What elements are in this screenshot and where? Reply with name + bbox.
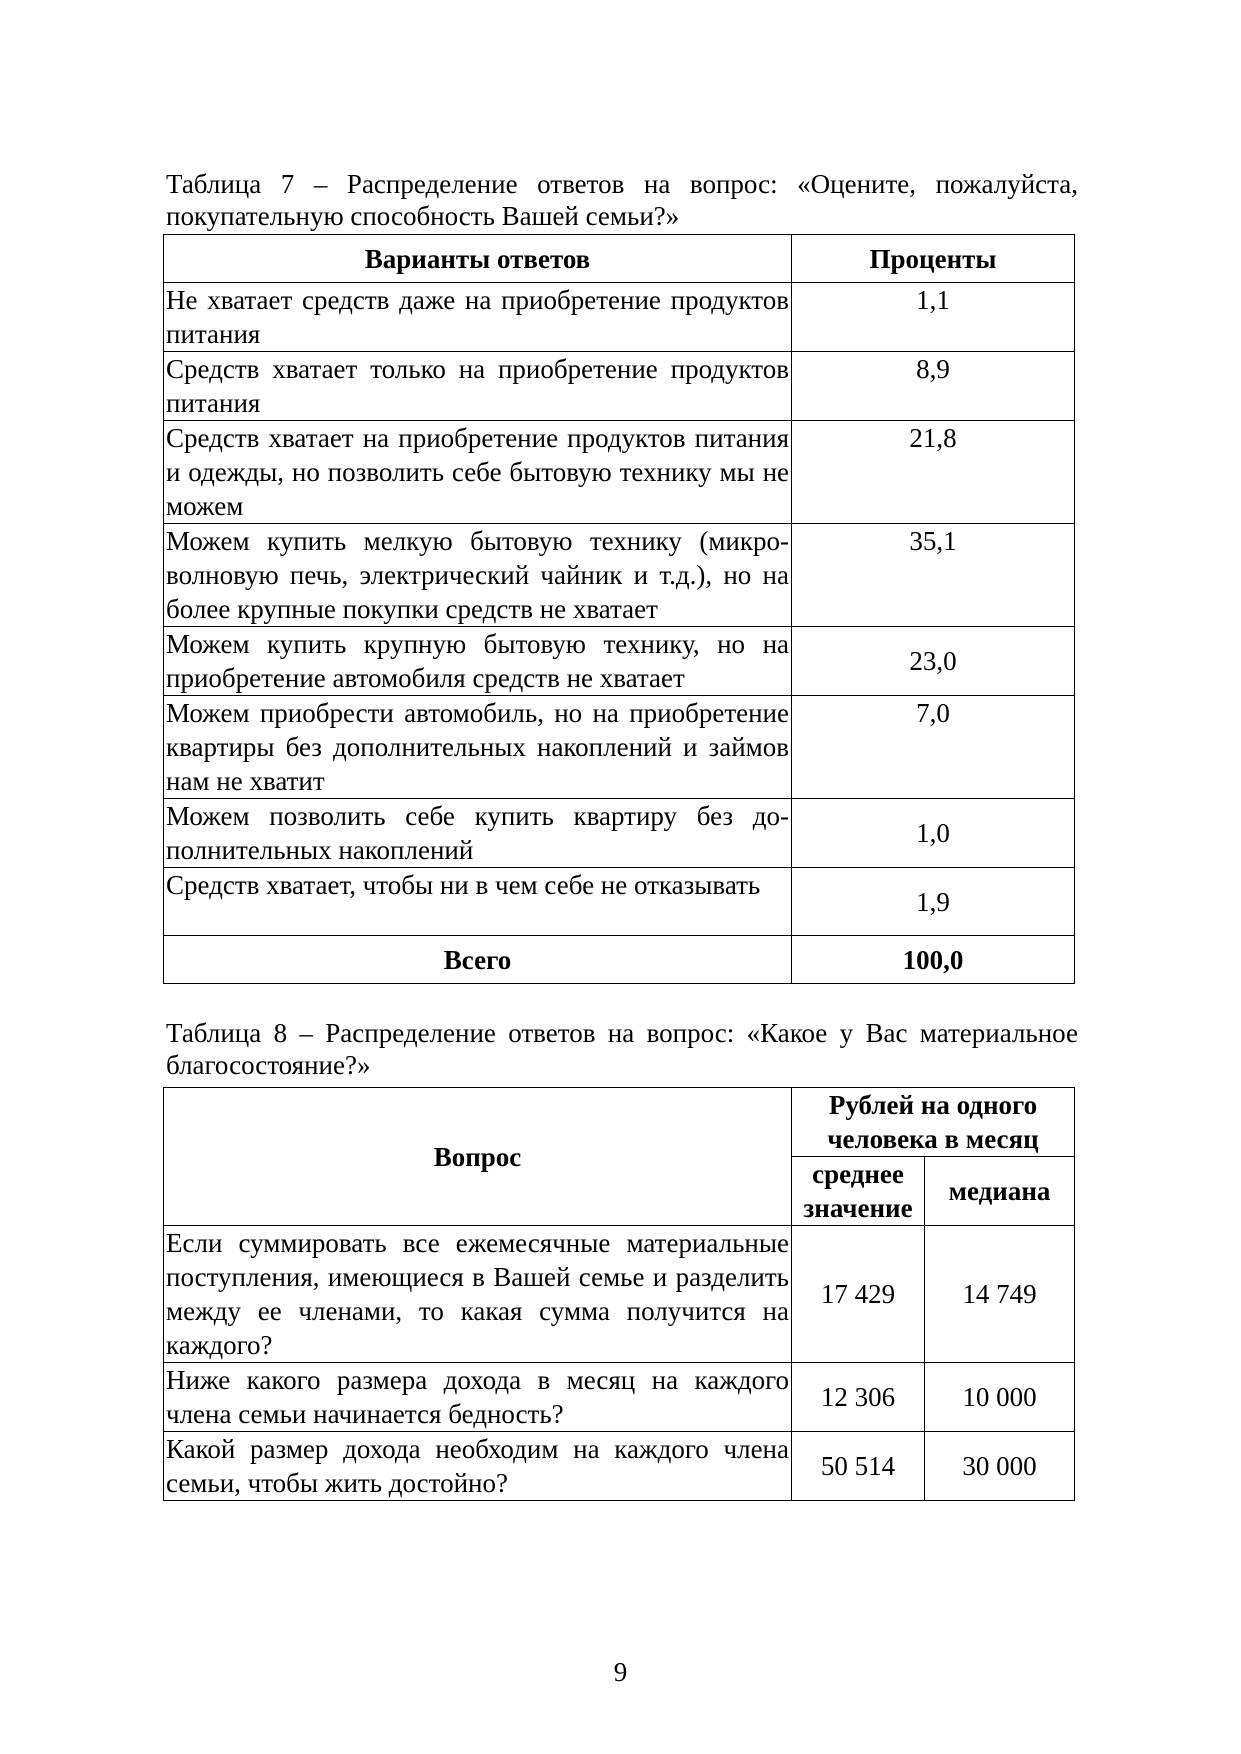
header-rubles-per-person: Рублей на одного человека в месяц [792, 1088, 1075, 1157]
total-label: Всего [164, 936, 792, 984]
answer-option: Можем приобрести автомобиль, но на приобретение квартиры без дополнительных накоплений и займов нам не хватит [164, 696, 792, 799]
answer-percent: 7,0 [792, 696, 1075, 799]
table-7 [163, 234, 1075, 984]
header-question: Вопрос [164, 1088, 792, 1226]
table-header-row [164, 235, 1075, 283]
median-value: 10 000 [925, 1363, 1075, 1432]
table-row [164, 352, 1075, 421]
answer-percent: 23,0 [792, 627, 1075, 696]
answer-percent: 21,8 [792, 421, 1075, 524]
mean-value: 17 429 [792, 1226, 925, 1363]
total-row [164, 936, 1075, 984]
table-row [164, 1432, 1075, 1501]
table-row [164, 696, 1075, 799]
header-percent: Проценты [792, 235, 1075, 283]
page-number: 9 [613, 1657, 628, 1687]
answer-option: Можем позволить себе купить квартиру без дополнительных накоплений [164, 799, 792, 868]
table-7-caption: Таблица 7 – Распределение ответов на вопрос: «Оцените, пожалуйста, покупательную способность Вашей семьи?» [166, 169, 1078, 231]
answer-option: Не хватает средств даже на приобретение продуктов питания [164, 283, 792, 352]
answer-option: Можем купить мелкую бытовую технику (микроволновую печь, электрический чайник и т.д.), но на более крупные покупки средств не хватает [164, 524, 792, 627]
answer-option: Средств хватает, чтобы ни в чем себе не отказывать [164, 868, 792, 936]
median-value: 14 749 [925, 1226, 1075, 1363]
header-options: Варианты ответов [164, 235, 792, 283]
question-text: Ниже какого размера дохода в месяц на каждого члена семьи начинается бедность? [164, 1363, 792, 1432]
total-value: 100,0 [792, 936, 1075, 984]
table-row [164, 283, 1075, 352]
header-mean: среднее значение [792, 1157, 925, 1226]
answer-percent: 1,0 [792, 799, 1075, 868]
answer-percent: 8,9 [792, 352, 1075, 421]
table-row [164, 524, 1075, 627]
table-row [164, 1226, 1075, 1363]
table-row [164, 421, 1075, 524]
answer-percent: 1,9 [792, 868, 1075, 936]
header-median: медиана [925, 1157, 1075, 1226]
table-row [164, 627, 1075, 696]
mean-value: 50 514 [792, 1432, 925, 1501]
table-8-caption: Таблица 8 – Распределение ответов на вопрос: «Какое у Вас материальное благосостояние?» [166, 1018, 1078, 1080]
median-value: 30 000 [925, 1432, 1075, 1501]
answer-percent: 35,1 [792, 524, 1075, 627]
table-row [164, 799, 1075, 868]
answer-percent: 1,1 [792, 283, 1075, 352]
answer-option: Средств хватает только на приобретение продуктов питания [164, 352, 792, 421]
answer-option: Средств хватает на приобретение продуктов питания и одежды, но позволить себе бытовую технику мы не можем [164, 421, 792, 524]
question-text: Какой размер дохода необходим на каждого члена семьи, чтобы жить достойно? [164, 1432, 792, 1501]
question-text: Если суммировать все ежемесячные материальные поступления, имеющиеся в Вашей семье и разделить между ее членами, то какая сумма получится на каждого? [164, 1226, 792, 1363]
table-row [164, 868, 1075, 936]
table-header-row [164, 1088, 1075, 1157]
answer-option: Можем купить крупную бытовую технику, но на приобретение автомобиля средств не хватает [164, 627, 792, 696]
mean-value: 12 306 [792, 1363, 925, 1432]
table-8 [163, 1087, 1075, 1501]
table-row [164, 1363, 1075, 1432]
